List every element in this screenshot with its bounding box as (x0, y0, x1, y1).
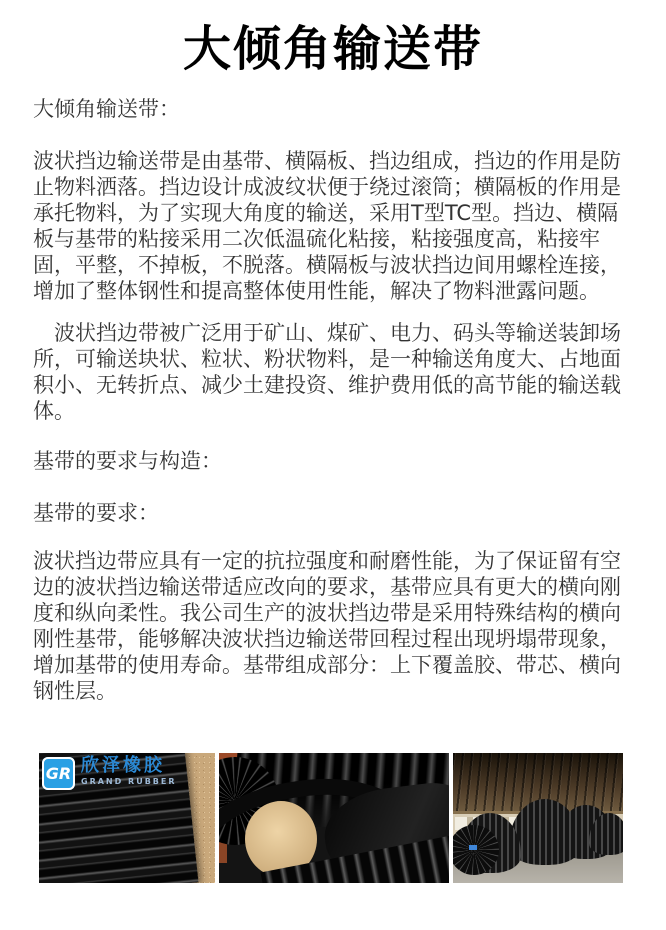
paragraph-base-belt-description: 波状挡边带应具有一定的抗拉强度和耐磨性能，为了保证留有空边的波状挡边输送带适应改向的要求，基带应具有更大的横向刚度和纵向柔性。我公司生产的波状挡边带是采用特殊结构的横向刚性基带，能够解决波状挡边输送带回程过程出现坍塌带现象，增加基带的使用寿命。基带组成部分：上下覆盖胶、带芯、横向钢性层。 (33, 549, 621, 703)
gr-logo-icon: GR (42, 757, 75, 790)
brand-name-en: GRAND RUBBER (81, 777, 177, 786)
watermark-logo (42, 757, 177, 790)
paragraph-product-description: 波状挡边输送带是由基带、横隔板、挡边组成，挡边的作用是防止物料洒落。挡边设计成波纹状便于绕过滚筒；横隔板的作用是承托物料，为了实现大角度的输送，采用T型TC型。挡边、横隔板与基带的粘接采用二次低温硫化粘接，粘接强度高，粘接牢固，平整，不掉板，不脱落。横隔板与波状挡边间用螺栓连接，增加了整体钢性和提高整体使用性能，解决了物料泄露问题。 (33, 149, 621, 303)
blue-label (469, 845, 477, 850)
photo-warehouse-belts (453, 753, 623, 883)
product-photo-strip (39, 753, 623, 883)
paragraph-base-belt-section-heading: 基带的要求与构造： (33, 449, 222, 473)
photo-belt-loop-closeup (219, 753, 449, 883)
photo-sidewall-panels (39, 753, 215, 883)
paragraph-intro-heading: 大倾角输送带： (33, 97, 180, 121)
paragraph-base-belt-requirements-heading: 基带的要求： (33, 501, 159, 525)
page-title: 大倾角输送带 (182, 21, 483, 77)
paragraph-applications: 波状挡边带被广泛用于矿山、煤矿、电力、码头等输送装卸场所，可输送块状、粒状、粉状物料，是一种输送角度大、占地面积小、无转折点、减少土建投资、维护费用低的高节能的输送载体。 (33, 321, 621, 423)
brand-name-cn: 欣泽橡胶 (81, 755, 165, 776)
article-body (33, 96, 625, 704)
brand-name-block (81, 757, 177, 786)
